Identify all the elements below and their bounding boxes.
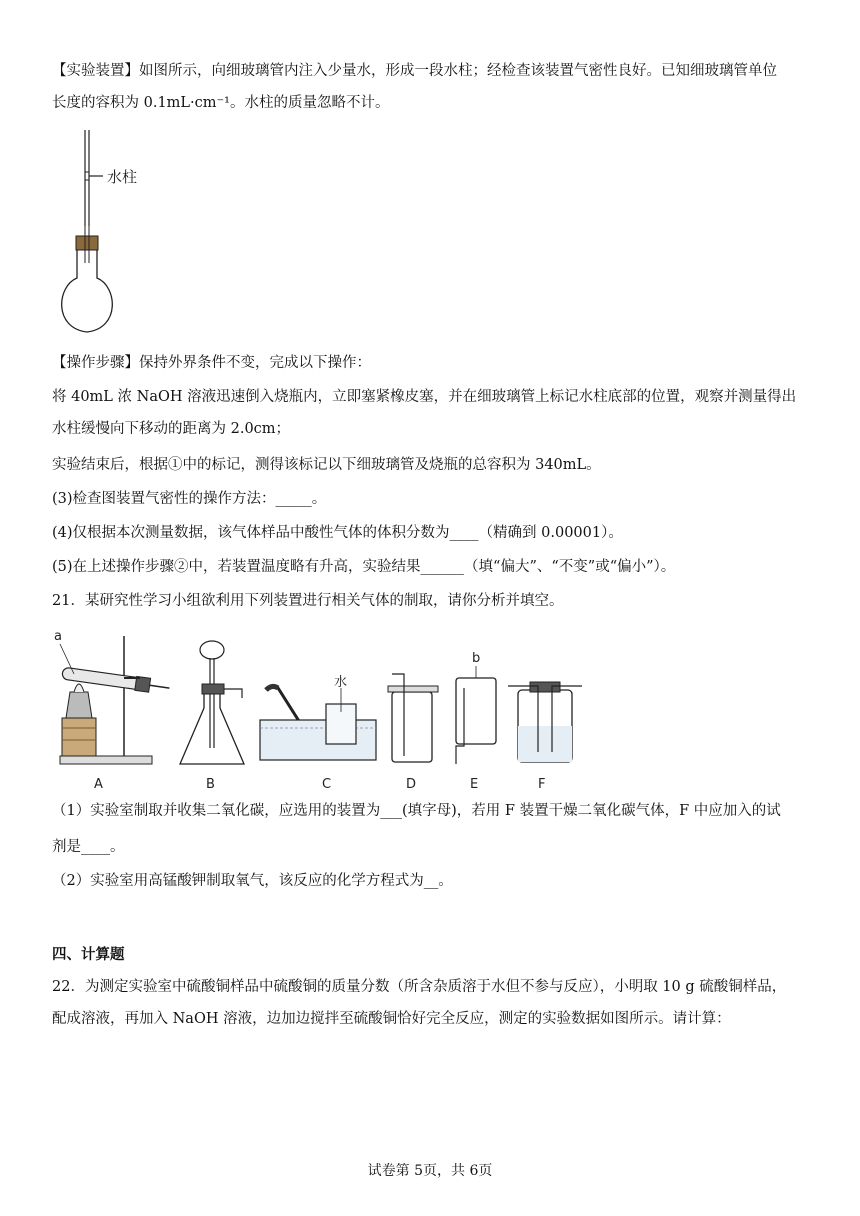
setup-paragraph-line-1: 【实验装置】如图所示，向细玻璃管内注入少量水，形成一段水柱；经检查该装置气密性良好。已知细玻璃管单位 [52, 63, 777, 79]
section-4-heading: 四、计算题 [52, 946, 125, 963]
label-a: a [54, 629, 62, 644]
apparatus-D [388, 674, 438, 792]
question-22-line-2: 配成溶液，再加入 NaOH 溶液，边加边搅拌至硫酸铜恰好完全反应，测定的实验数据如图所示。请计算： [52, 1011, 731, 1027]
rubber-stopper [76, 236, 98, 250]
question-3: (3)检查图装置气密性的操作方法：_____。 [52, 491, 327, 507]
label-E: E [470, 777, 479, 792]
apparatus-B [180, 641, 244, 792]
label-water: 水 [334, 675, 348, 690]
label-C: C [322, 777, 332, 792]
label-A: A [94, 777, 103, 792]
steps-title: 【操作步骤】保持外界条件不变，完成以下操作： [52, 355, 371, 371]
question-21: 21．某研究性学习小组欲利用下列装置进行相关气体的制取，请你分析并填空。 [52, 593, 564, 609]
round-flask [62, 250, 113, 332]
flask-apparatus-figure [55, 128, 205, 338]
apparatus-A [54, 629, 170, 792]
step1-line-2: 水柱缓慢向下移动的距离为 2.0cm； [52, 421, 291, 437]
lab-apparatus-figure [52, 628, 592, 798]
page-footer: 试卷第 5页，共 6页 [367, 1163, 493, 1179]
label-b: b [472, 651, 481, 666]
step2-text: 实验结束后，根据①中的标记，测得该标记以下细玻璃管及烧瓶的总容积为 340mL。 [52, 457, 601, 473]
question-21-1-line-1: （1）实验室制取并收集二氧化碳，应选用的装置为___(填字母)，若用 F 装置干燥二氧化碳气体，F 中应加入的试 [52, 803, 781, 819]
label-B: B [206, 777, 215, 792]
apparatus-C [260, 674, 376, 792]
water-column-label: 水柱 [107, 168, 138, 186]
step1-line-1: 将 40mL 浓 NaOH 溶液迅速倒入烧瓶内，立即塞紧橡皮塞，并在细玻璃管上标记水柱底部的位置，观察并测量得出 [52, 389, 797, 405]
label-F: F [538, 777, 546, 792]
apparatus-E [456, 651, 496, 792]
question-21-1-line-2: 剂是____。 [52, 839, 125, 855]
apparatus-F [508, 682, 582, 792]
label-D: D [406, 777, 417, 792]
setup-paragraph-line-2: 长度的容积为 0.1mL·cm⁻¹。水柱的质量忽略不计。 [52, 95, 390, 111]
question-22-line-1: 22．为测定实验室中硫酸铜样品中硫酸铜的质量分数（所含杂质溶于水但不参与反应），小明取 10 g 硫酸铜样品， [52, 979, 787, 995]
question-5: (5)在上述操作步骤②中，若装置温度略有升高，实验结果______（填“偏大”、“不变”或“偏小”）。 [52, 559, 676, 575]
question-21-2: （2）实验室用高锰酸钾制取氧气，该反应的化学方程式为__。 [52, 873, 453, 889]
question-4: (4)仅根据本次测量数据，该气体样品中酸性气体的体积分数为____（精确到 0.00001）。 [52, 525, 623, 541]
